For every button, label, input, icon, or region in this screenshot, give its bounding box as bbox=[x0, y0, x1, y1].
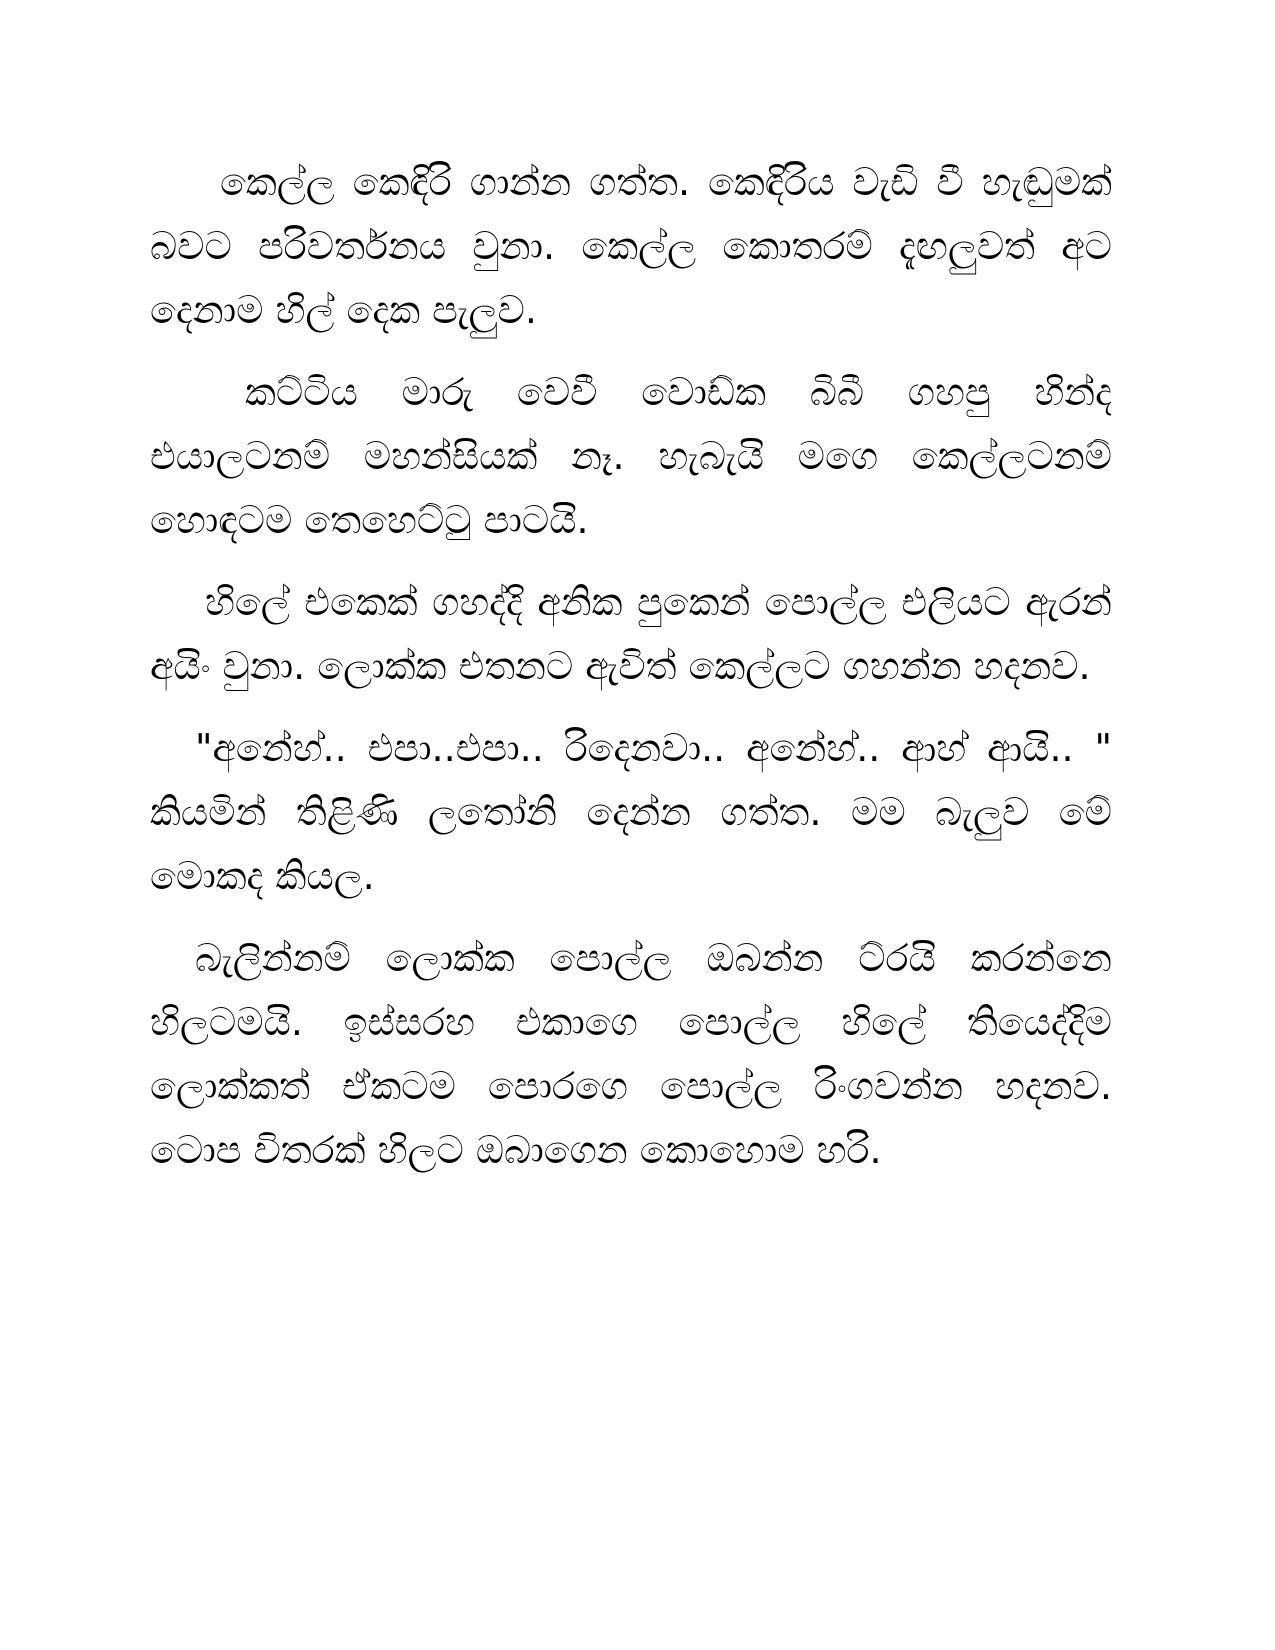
paragraph-2: කට්ටිය මාරු වෙවී වොඩ්ක බිබී ගහපු හින්ද එයාලටනම් මහන්සියක් නෑ. හැබැයි මගෙ කෙල්ලටනම් හොඳටම තෙහෙට්ටු පාටයි. bbox=[150, 370, 1112, 542]
paragraph-1: කෙල්ල කෙඳිරි ගාන්න ගත්ත. කෙඳිරිය වැඩි වී හැඬුමක් බවට පරිවර්තනය වුනා. කෙල්ල කොතරම් දැඟලුවත් අට දෙනාම හිල් දෙක පැලුව. bbox=[150, 160, 1112, 332]
paragraph-3: හිලේ එකෙක් ගහද්දි අනික පුකෙන් පොල්ල එලියට ඇරන් අයිං වුනා. ලොක්ක එතනට ඇවිත් කෙල්ලට ගහන්න හදනව. bbox=[150, 580, 1112, 688]
paragraph-5: බැලින්නම් ලොක්ක පොල්ල ඔබන්න ට්රයි කරන්නෙ හිලටමයි. ඉස්සරහ එකාගෙ පොල්ල හිලේ තියෙද්දිම ලොක්කත් ඒකටම පොරගෙ පොල්ල රිංගවන්න හදනව. ටොප විතරක් හිලට ඔබාගෙන කොහොම හරි. bbox=[150, 936, 1112, 1172]
paragraph-4: "අනේහ්.. එපා..එපා.. රිදෙනවා.. අනේහ්.. ආහ් ආයි.. " කියමින් තිළිණි ලතෝනි දෙන්න ගත්ත. මම බැලුව මේ මොකද කියල. bbox=[150, 726, 1112, 898]
body-text bbox=[150, 150, 1112, 1200]
